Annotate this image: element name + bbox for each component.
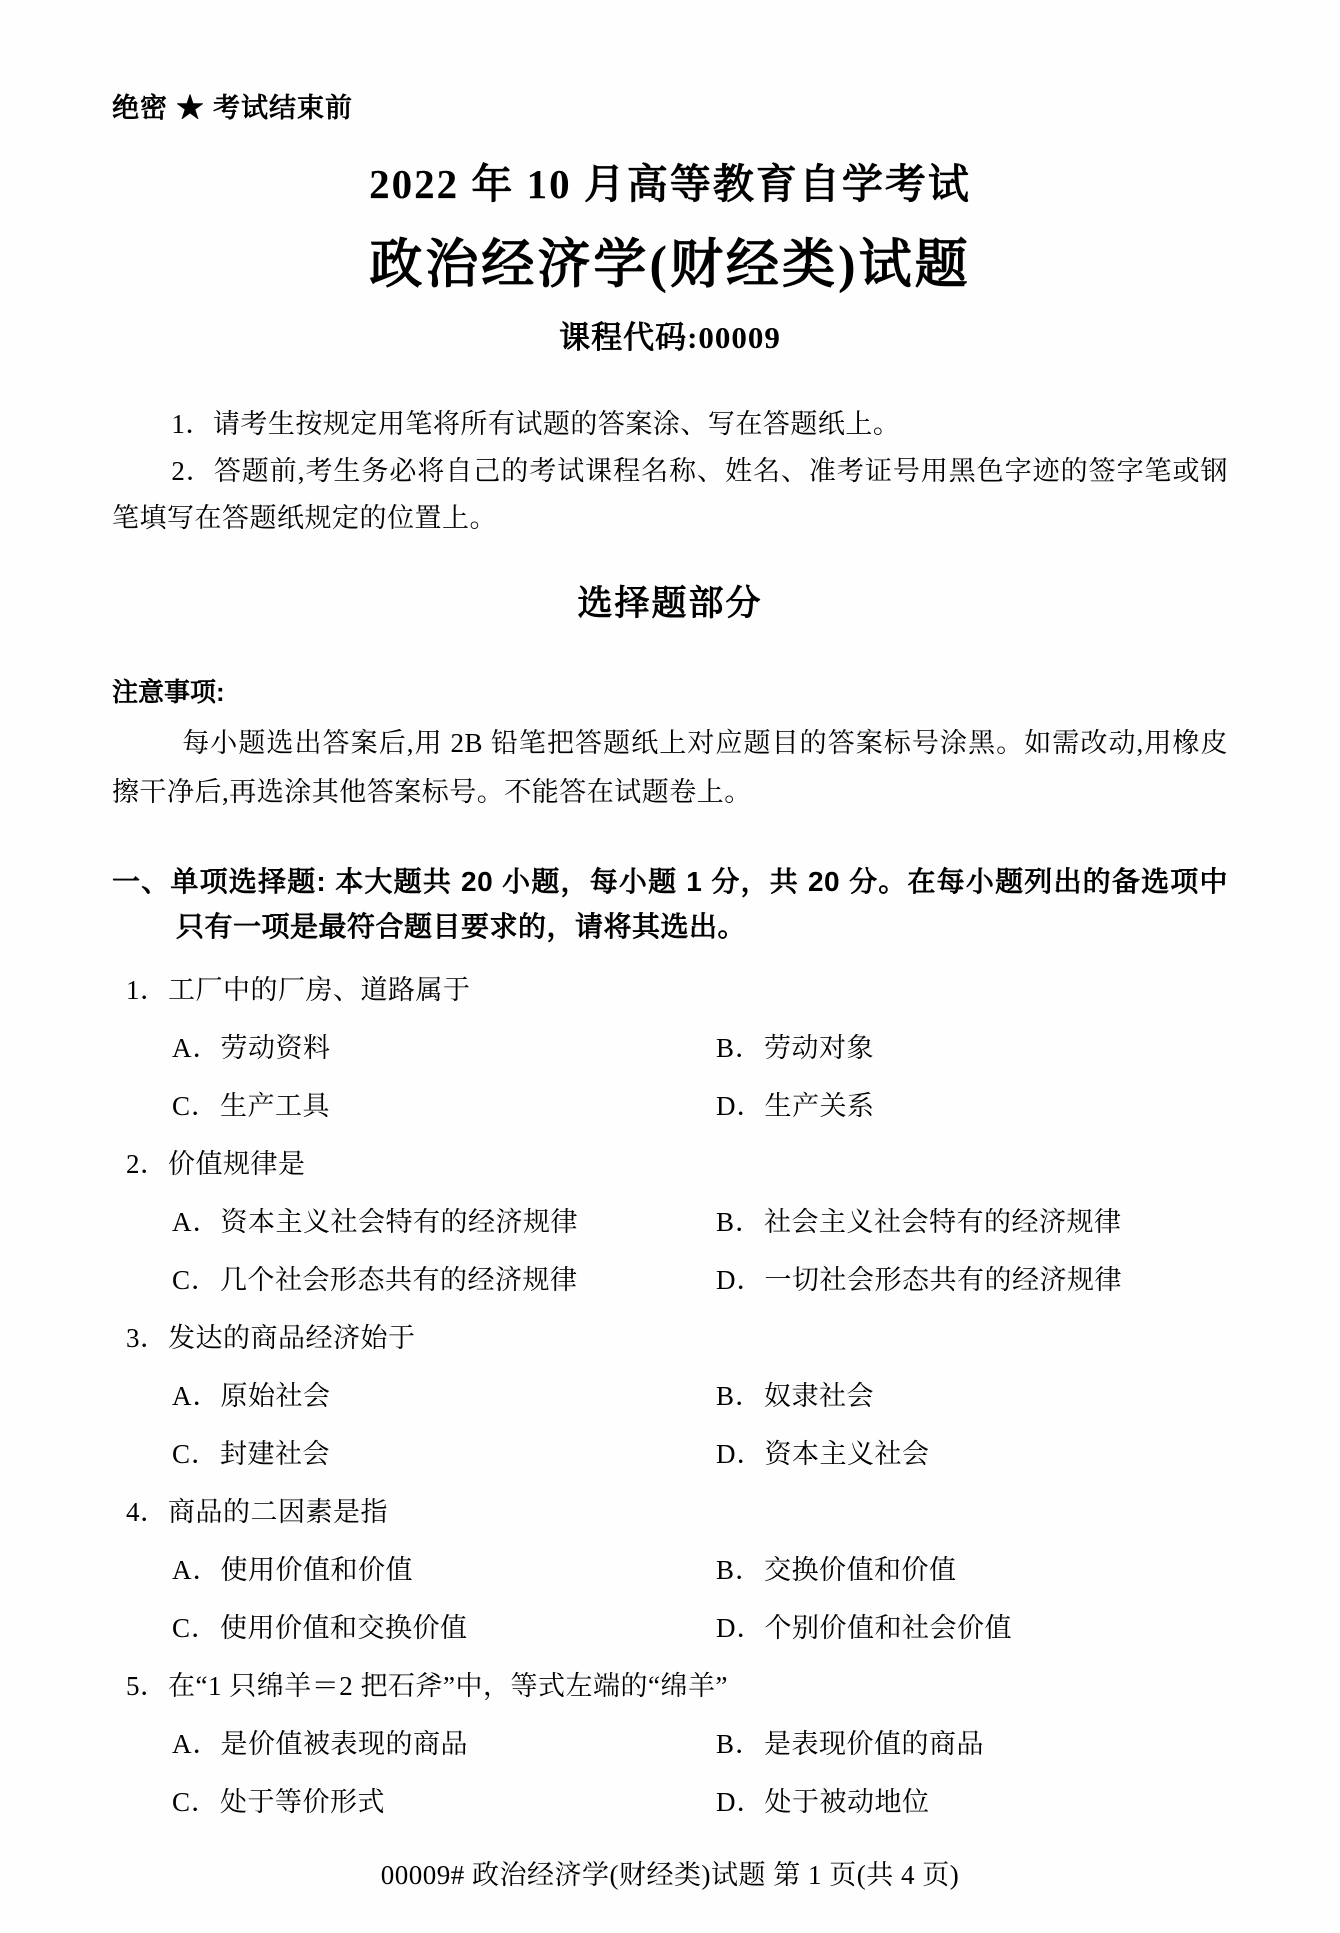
option-text: 是价值被表现的商品 [220, 1729, 468, 1759]
section-title: 选择题部分 [577, 584, 763, 623]
option-c [172, 1437, 716, 1471]
option-text: 生产关系 [764, 1091, 875, 1121]
option-d [716, 1785, 1228, 1819]
question-number: 4． [126, 1497, 168, 1527]
option-text: 处于被动地位 [764, 1787, 930, 1817]
exam-session-title: 2022 年 10 月高等教育自学考试 [369, 161, 971, 207]
question-text: 价值规律是 [168, 1149, 306, 1179]
option-a [172, 1379, 716, 1413]
question-stem [112, 1669, 1228, 1703]
option-label: B． [716, 1381, 764, 1411]
option-label: B． [716, 1033, 764, 1063]
question-number: 1． [126, 975, 168, 1005]
option-row [112, 1205, 1228, 1239]
option-label: C． [172, 1439, 220, 1469]
option-d [716, 1437, 1228, 1471]
question-stem [112, 973, 1228, 1007]
option-d [716, 1089, 1228, 1123]
question-number: 5． [126, 1671, 168, 1701]
option-d [716, 1263, 1228, 1297]
option-b [716, 1727, 1228, 1761]
option-text: 劳动资料 [220, 1033, 331, 1063]
option-label: C． [172, 1787, 220, 1817]
option-label: D． [716, 1265, 765, 1295]
question-4 [112, 1495, 1228, 1645]
option-row [112, 1611, 1228, 1645]
option-label: B． [716, 1729, 764, 1759]
instruction-item-2: 2．答题前,考生务必将自己的考试课程名称、姓名、准考证号用黑色字迹的签字笔或钢笔填写在答题纸规定的位置上。 [112, 456, 1228, 533]
option-row [112, 1437, 1228, 1471]
option-b [716, 1031, 1228, 1065]
option-text: 封建社会 [220, 1439, 330, 1469]
option-b [716, 1553, 1228, 1587]
option-row [112, 1089, 1228, 1123]
exam-instructions [112, 401, 1228, 542]
option-text: 是表现价值的商品 [764, 1729, 984, 1759]
question-stem [112, 1147, 1228, 1181]
option-text: 原始社会 [220, 1381, 331, 1411]
option-row [112, 1379, 1228, 1413]
option-text: 劳动对象 [764, 1033, 874, 1063]
question-text: 发达的商品经济始于 [168, 1323, 416, 1353]
question-list [112, 973, 1228, 1819]
course-code-label: 课程代码: [559, 320, 699, 355]
option-label: A． [172, 1381, 221, 1411]
page-footer: 00009# 政治经济学(财经类)试题 第 1 页(共 4 页) [380, 1860, 960, 1890]
option-label: A． [172, 1207, 221, 1237]
course-code-value: 00009 [698, 320, 781, 355]
option-label: C． [172, 1613, 220, 1643]
option-label: D． [716, 1613, 765, 1643]
option-text: 交换价值和价值 [764, 1555, 957, 1585]
option-c [172, 1611, 716, 1645]
part-one-heading: 一、单项选择题: 本大题共 20 小题，每小题 1 分，共 20 分。在每小题列出的备选项中只有一项是最符合题目要求的，请将其选出。 [112, 866, 1228, 942]
option-text: 一切社会形态共有的经济规律 [764, 1265, 1122, 1295]
option-c [172, 1785, 716, 1819]
option-row [112, 1031, 1228, 1065]
option-label: B． [716, 1555, 764, 1585]
option-label: A． [172, 1729, 221, 1759]
notice-heading: 注意事项: [112, 677, 225, 707]
option-d [716, 1611, 1228, 1645]
option-text: 个别价值和社会价值 [764, 1613, 1012, 1643]
option-label: D． [716, 1787, 765, 1817]
question-text: 工厂中的厂房、道路属于 [168, 975, 471, 1005]
question-stem [112, 1495, 1228, 1529]
option-text: 处于等价形式 [220, 1787, 385, 1817]
option-label: A． [172, 1033, 221, 1063]
option-a [172, 1031, 716, 1065]
option-label: A． [172, 1555, 221, 1585]
option-text: 生产工具 [220, 1091, 330, 1121]
option-a [172, 1727, 716, 1761]
notice-body: 每小题选出答案后,用 2B 铅笔把答题纸上对应题目的答案标号涂黑。如需改动,用橡皮擦干净后,再选涂其他答案标号。不能答在试题卷上。 [112, 728, 1228, 807]
question-2 [112, 1147, 1228, 1297]
option-c [172, 1089, 716, 1123]
option-text: 使用价值和价值 [220, 1555, 413, 1585]
option-label: C． [172, 1091, 220, 1121]
option-row [112, 1727, 1228, 1761]
option-text: 资本主义社会特有的经济规律 [220, 1207, 578, 1237]
question-stem [112, 1321, 1228, 1355]
option-c [172, 1263, 716, 1297]
option-label: D． [716, 1091, 765, 1121]
question-3 [112, 1321, 1228, 1471]
question-number: 3． [126, 1323, 168, 1353]
option-row [112, 1263, 1228, 1297]
option-label: B． [716, 1207, 764, 1237]
option-row [112, 1553, 1228, 1587]
question-number: 2． [126, 1149, 168, 1179]
option-label: C． [172, 1265, 220, 1295]
question-text: 在“1 只绵羊＝2 把石斧”中，等式左端的“绵羊” [168, 1671, 728, 1701]
option-b [716, 1205, 1228, 1239]
option-text: 使用价值和交换价值 [220, 1613, 468, 1643]
question-5 [112, 1669, 1228, 1819]
option-row [112, 1785, 1228, 1819]
option-text: 社会主义社会特有的经济规律 [764, 1207, 1122, 1237]
question-text: 商品的二因素是指 [168, 1497, 388, 1527]
course-code-line [112, 312, 1228, 357]
option-label: D． [716, 1439, 765, 1469]
option-b [716, 1379, 1228, 1413]
option-a [172, 1205, 716, 1239]
option-text: 资本主义社会 [764, 1439, 930, 1469]
question-1 [112, 973, 1228, 1123]
security-classification: 绝密 ★ 考试结束前 [112, 93, 354, 123]
option-text: 几个社会形态共有的经济规律 [220, 1265, 578, 1295]
option-a [172, 1553, 716, 1587]
instruction-item-1: 1．请考生按规定用笔将所有试题的答案涂、写在答题纸上。 [171, 409, 901, 439]
exam-subject-title: 政治经济学(财经类)试题 [369, 236, 971, 294]
option-text: 奴隶社会 [764, 1381, 874, 1411]
